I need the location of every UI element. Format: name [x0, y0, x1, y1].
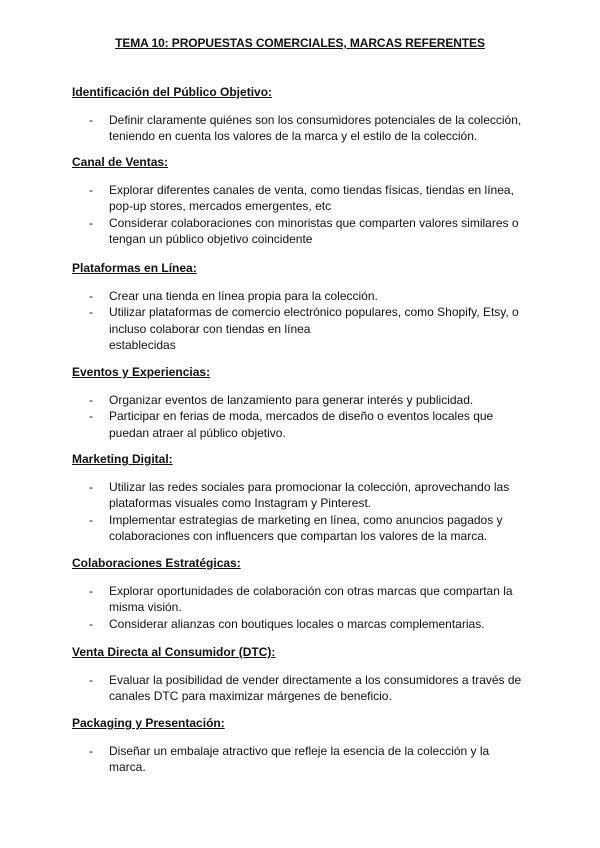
list-item-text: canales DTC para maximizar márgenes de beneficio. [109, 689, 392, 704]
list-item-text: marca. [109, 760, 146, 775]
bullet-list [72, 479, 542, 544]
list-item-text: pop-up stores, mercados emergentes, etc [109, 199, 332, 214]
list-item-text: Considerar colaboraciones con minoristas que comparten valores similares o [109, 215, 519, 230]
dash-bullet-icon: - [89, 393, 93, 407]
list-item [72, 392, 542, 408]
section-heading: Canal de Ventas: [72, 155, 169, 169]
bullet-list [72, 288, 542, 353]
document-title: TEMA 10: PROPUESTAS COMERCIALES, MARCAS REFERENTES [115, 36, 485, 50]
list-item-text: tengan un público objetivo coincidente [109, 231, 313, 246]
list-item-text: Implementar estrategias de marketing en línea, como anuncios pagados y [109, 512, 503, 527]
list-item [72, 672, 542, 705]
dash-bullet-icon: - [89, 289, 93, 303]
list-item-text: establecidas [109, 337, 176, 352]
dash-bullet-icon: - [89, 215, 93, 230]
dash-bullet-icon: - [89, 409, 93, 424]
list-item-text: misma visión. [109, 600, 182, 615]
list-item [72, 215, 542, 248]
list-item [72, 616, 542, 632]
list-item-text: Explorar oportunidades de colaboración con otras marcas que compartan la [109, 584, 513, 598]
bullet-list [72, 743, 542, 776]
list-item [72, 743, 542, 776]
dash-bullet-icon: - [89, 305, 93, 320]
list-item-text: Utilizar plataformas de comercio electrónico populares, como Shopify, Etsy, o [109, 305, 519, 320]
list-item-text: Definir claramente quiénes son los consumidores potenciales de la colección, [109, 113, 522, 127]
list-item-text: Participar en ferias de moda, mercados de diseño o eventos locales que [109, 409, 494, 424]
section [72, 364, 542, 441]
list-item [72, 408, 542, 441]
bullet-list [72, 112, 542, 145]
section [72, 154, 542, 247]
section [72, 644, 542, 705]
section-heading: Identificación del Público Objetivo: [72, 85, 273, 99]
bullet-list [72, 583, 542, 632]
list-item [72, 512, 542, 545]
bullet-list [72, 182, 542, 247]
list-item-text: colaboraciones con influencers que compartan los valores de la marca. [109, 528, 488, 543]
dash-bullet-icon: - [89, 113, 93, 127]
section [72, 451, 542, 544]
dash-bullet-icon: - [89, 744, 93, 758]
list-item-text: Crear una tienda en línea propia para la colección. [109, 289, 378, 303]
dash-bullet-icon: - [89, 673, 93, 687]
dash-bullet-icon: - [89, 512, 93, 527]
list-item-text: incluso colaborar con tiendas en línea [109, 321, 311, 336]
section-heading: Venta Directa al Consumidor (DTC): [72, 645, 276, 659]
list-item-text: puedan atraer al público objetivo. [109, 425, 286, 440]
list-item-text: Considerar alianzas con boutiques locales o marcas complementarias. [109, 616, 485, 631]
section-heading: Marketing Digital: [72, 452, 173, 466]
list-item-text: Diseñar un embalaje atractivo que refleje la esencia de la colección y la [109, 744, 490, 758]
dash-bullet-icon: - [89, 183, 93, 197]
list-item-text: Organizar eventos de lanzamiento para generar interés y publicidad. [109, 393, 474, 407]
list-item [72, 304, 542, 353]
section [72, 715, 542, 776]
list-item [72, 479, 542, 512]
list-item-text: Utilizar las redes sociales para promocionar la colección, aprovechando las [109, 480, 510, 494]
dash-bullet-icon: - [89, 616, 93, 631]
list-item-text: Evaluar la posibilidad de vender directamente a los consumidores a través de [109, 673, 522, 687]
section [72, 84, 542, 145]
section-heading: Packaging y Presentación: [72, 716, 225, 730]
list-item-text: plataformas visuales como Instagram y Pinterest. [109, 496, 372, 511]
section [72, 555, 542, 632]
dash-bullet-icon: - [89, 584, 93, 598]
bullet-list [72, 392, 542, 441]
list-item [72, 583, 542, 616]
list-item [72, 182, 542, 215]
section-heading: Colaboraciones Estratégicas: [72, 556, 241, 570]
dash-bullet-icon: - [89, 480, 93, 494]
list-item-text: teniendo en cuenta los valores de la marca y el estilo de la colección. [109, 129, 478, 144]
section [72, 260, 542, 353]
list-item [72, 112, 542, 145]
list-item [72, 288, 542, 304]
section-heading: Plataformas en Línea: [72, 261, 197, 275]
bullet-list [72, 672, 542, 705]
section-heading: Eventos y Experiencias: [72, 365, 211, 379]
list-item-text: Explorar diferentes canales de venta, como tiendas físicas, tiendas en línea, [109, 183, 514, 197]
